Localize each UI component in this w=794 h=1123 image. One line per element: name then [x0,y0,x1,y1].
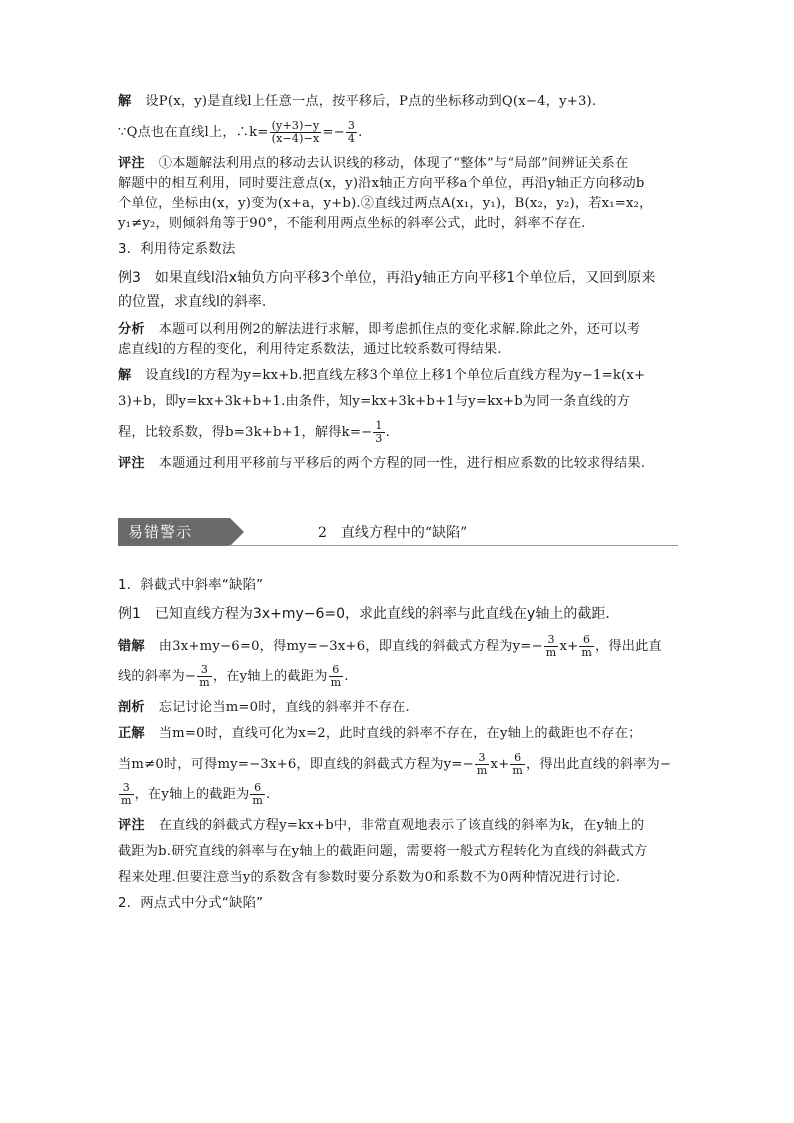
fraction: $\frac{3}{m}$ [121,781,132,807]
review-line-4: y₁≠y₂，则倾斜角等于90°，不能利用两点坐标的斜率公式，此时，斜率不存在. [118,216,586,231]
fraction: $\frac{1}{3}$ [375,419,383,445]
solution-line-1: 解 设P(x，y)是直线l上任意一点，按平移后，P点的坐标移动到Q(x−4，y+3). [118,94,597,109]
example-label: 例1 [118,606,141,622]
fraction: $\frac{3}{m}$ [199,663,210,689]
wrong-solution-line-1: 错解 由3x+my−6=0，得my=−3x+6，即直线的斜截式方程为y=− $\frac{3}{m}$ x+ $\frac{6}{m}$ ，得出此直 [118,633,662,659]
review-label: 评注 [118,156,145,171]
document-page [118,92,678,914]
correct-solution-line-1: 正解 当m=0时，直线可化为x=2，此时直线的斜率不存在，在y轴上的截距也不存在； [118,726,642,741]
review-line-1: 评注 ①本题解法利用点的移动去认识线的移动，体现了“整体”与“局部”间辨证关系在 [118,156,629,171]
example-3-line-2: 的位置，求直线l的斜率. [118,294,267,310]
correct-solution-line-2: 当m≠0时，可得my=−3x+6，即直线的斜截式方程为y=− $\frac{3}{m}$ x+ $\frac{6}{m}$ ，得出此直线的斜率为− [118,751,672,777]
solution-label: 解 [118,94,132,109]
analysis-label: 分析 [118,322,145,337]
review-line-2: 解题中的相互利用，同时要注意点(x，y)沿x轴正方向平移a个单位，再沿y轴正方向移动b [118,176,645,191]
solution-line-2: ∵Q点也在直线l上，∴k= $\frac{(y+3)-y}{(x-4)-x}$ =− $\frac{3}{4}$ . [118,119,363,145]
section-banner: 易错警示 [118,518,230,546]
fraction: $\frac{(y+3)-y}{(x-4)-x}$ [271,119,320,145]
review2-line-1: 评注 本题通过利用平移前与平移后的两个方程的同一性，进行相应系数的比较求得结果. [118,456,646,471]
fraction: $\frac{3}{m}$ [545,633,557,659]
fraction: $\frac{6}{m}$ [512,751,523,777]
fraction: $\frac{3}{4}$ [347,119,356,145]
example-3-line-1: 例3 如果直线l沿x轴负方向平移3个单位，再沿y轴正方向平移1个单位后，又回到原来 [118,270,656,286]
subheading-2: 2．两点式中分式“缺陷” [118,896,264,911]
solution2-line-2: 3)+b，即y=kx+3k+b+1.由条件，知y=kx+3k+b+1与y=kx+b为同一条直线的方 [118,394,631,409]
analysis-label: 剖析 [118,700,145,715]
review3-line-2: 截距为b.研究直线的斜率与在y轴上的截距问题，需要将一般式方程转化为直线的斜截式方 [118,844,648,859]
solution2-line-3: 程，比较系数，得b=3k+b+1，解得k=− $\frac{1}{3}$ . [118,419,390,445]
subheading-1: 1．斜截式中斜率“缺陷” [118,578,264,593]
method-heading: 3．利用待定系数法 [118,242,236,257]
review-label: 评注 [118,818,145,833]
section-banner-row [118,518,678,550]
section-title: 2 直线方程中的“缺陷” [318,525,468,541]
fraction: $\frac{6}{m}$ [330,663,342,689]
example-label: 例3 [118,270,141,286]
wrong-solution-line-2: 线的斜率为− $\frac{3}{m}$ ，在y轴上的截距为 $\frac{6}{m}$ . [118,663,349,689]
correct-solution-line-3: $\frac{3}{m}$ ，在y轴上的截距为 $\frac{6}{m}$ . [121,781,271,807]
fraction: $\frac{6}{m}$ [252,781,264,807]
solution2-line-1: 解 设直线l的方程为y=kx+b.把直线左移3个单位上移1个单位后直线方程为y−1=k(x+ [118,368,646,383]
banner-arrow [230,518,244,546]
example-1: 例1 已知直线方程为3x+my−6=0，求此直线的斜率与此直线在y轴上的截距. [118,606,610,622]
banner-divider [228,545,678,546]
review3-line-3: 程来处理.但要注意当y的系数含有参数时要分系数为0和系数不为0两种情况进行讨论. [118,870,621,885]
analysis-2: 剖析 忘记讨论当m=0时，直线的斜率并不存在. [118,700,410,715]
correct-solution-label: 正解 [118,726,145,741]
analysis-line-1: 分析 本题可以利用例2的解法进行求解，即考虑抓住点的变化求解.除此之外，还可以考 [118,322,641,337]
wrong-solution-label: 错解 [118,639,145,654]
review3-line-1: 评注 在直线的斜截式方程y=kx+b中，非常直观地表示了该直线的斜率为k，在y轴上的 [118,818,645,833]
review-label: 评注 [118,456,145,471]
analysis-line-2: 虑直线l的方程的变化，利用待定系数法，通过比较系数可得结果. [118,342,502,357]
fraction: $\frac{3}{m}$ [476,751,488,777]
solution-label: 解 [118,368,132,383]
review-line-3: 个单位，坐标由(x，y)变为(x+a，y+b).②直线过两点A(x₁，y₁)，B(x₂，y₂)，若x₁=x₂， [118,196,653,211]
fraction: $\frac{6}{m}$ [581,633,592,659]
